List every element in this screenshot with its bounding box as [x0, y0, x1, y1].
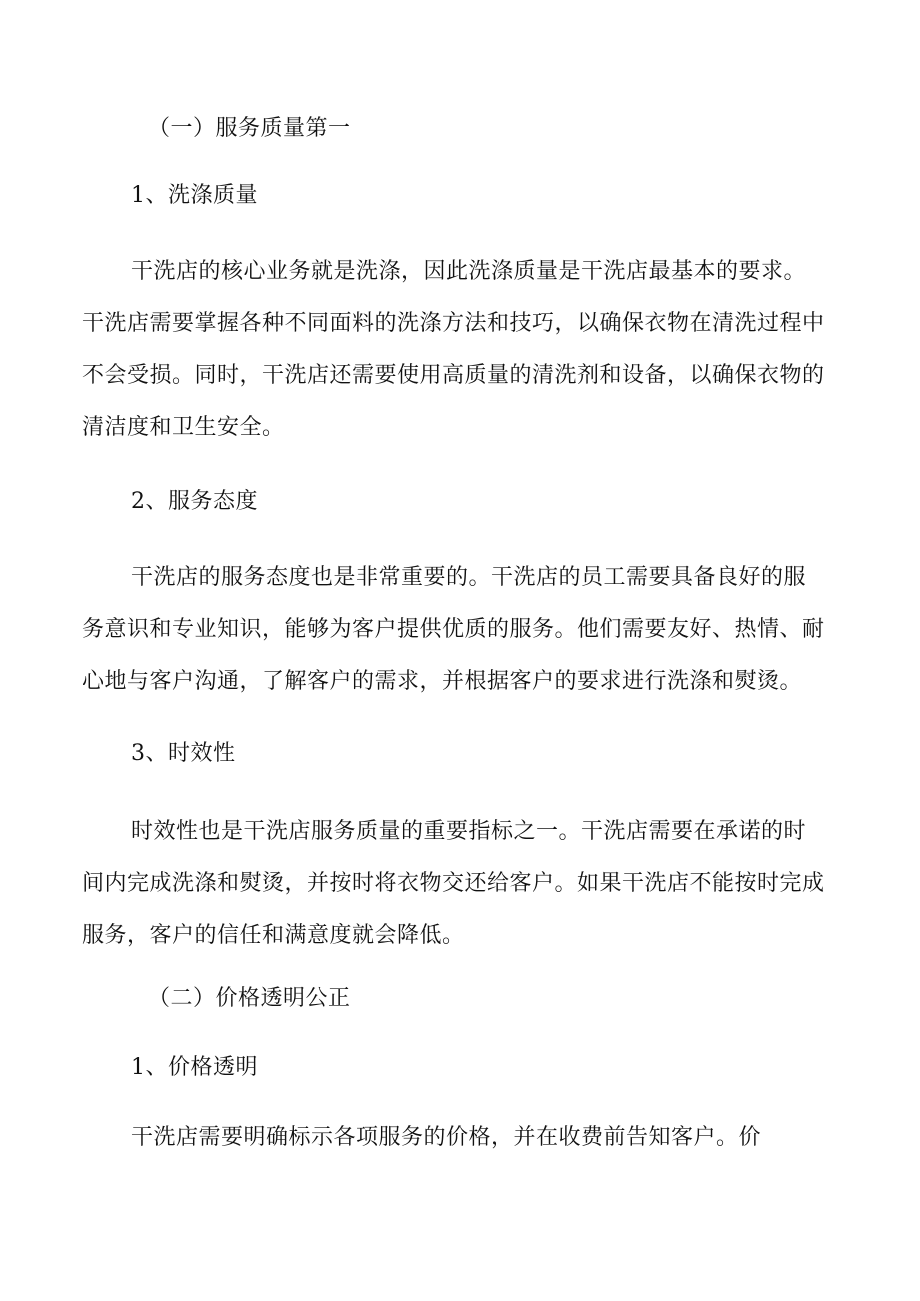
paragraph-line: 服务，客户的信任和满意度就会降低。: [82, 923, 465, 948]
subsection-heading: 1、洗涤质量: [131, 183, 258, 208]
paragraph-line: 不会受损。同时，干洗店还需要使用高质量的清洗剂和设备，以确保衣物的: [82, 363, 825, 388]
section-heading: （一）服务质量第一: [148, 116, 351, 141]
subsection-heading: 2、服务态度: [131, 489, 258, 514]
paragraph-line: 心地与客户沟通，了解客户的需求，并根据客户的要求进行洗涤和熨烫。: [82, 669, 803, 694]
paragraph-line: 干洗店的核心业务就是洗涤，因此洗涤质量是干洗店最基本的要求。: [131, 259, 807, 284]
subsection-heading: 3、时效性: [131, 741, 236, 766]
section-heading: （二）价格透明公正: [148, 986, 351, 1011]
paragraph-line: 时效性也是干洗店服务质量的重要指标之一。干洗店需要在承诺的时: [131, 819, 807, 844]
paragraph-line: 干洗店需要掌握各种不同面料的洗涤方法和技巧，以确保衣物在清洗过程中: [82, 311, 825, 336]
paragraph-line: 干洗店的服务态度也是非常重要的。干洗店的员工需要具备良好的服: [131, 565, 807, 590]
paragraph-line: 清洁度和卫生安全。: [82, 415, 285, 440]
paragraph-line: 间内完成洗涤和熨烫，并按时将衣物交还给客户。如果干洗店不能按时完成: [82, 871, 825, 896]
paragraph-line: 干洗店需要明确标示各项服务的价格，并在收费前告知客户。价: [131, 1125, 762, 1150]
paragraph-line: 务意识和专业知识，能够为客户提供优质的服务。他们需要友好、热情、耐: [82, 617, 825, 642]
subsection-heading: 1、价格透明: [131, 1055, 258, 1080]
